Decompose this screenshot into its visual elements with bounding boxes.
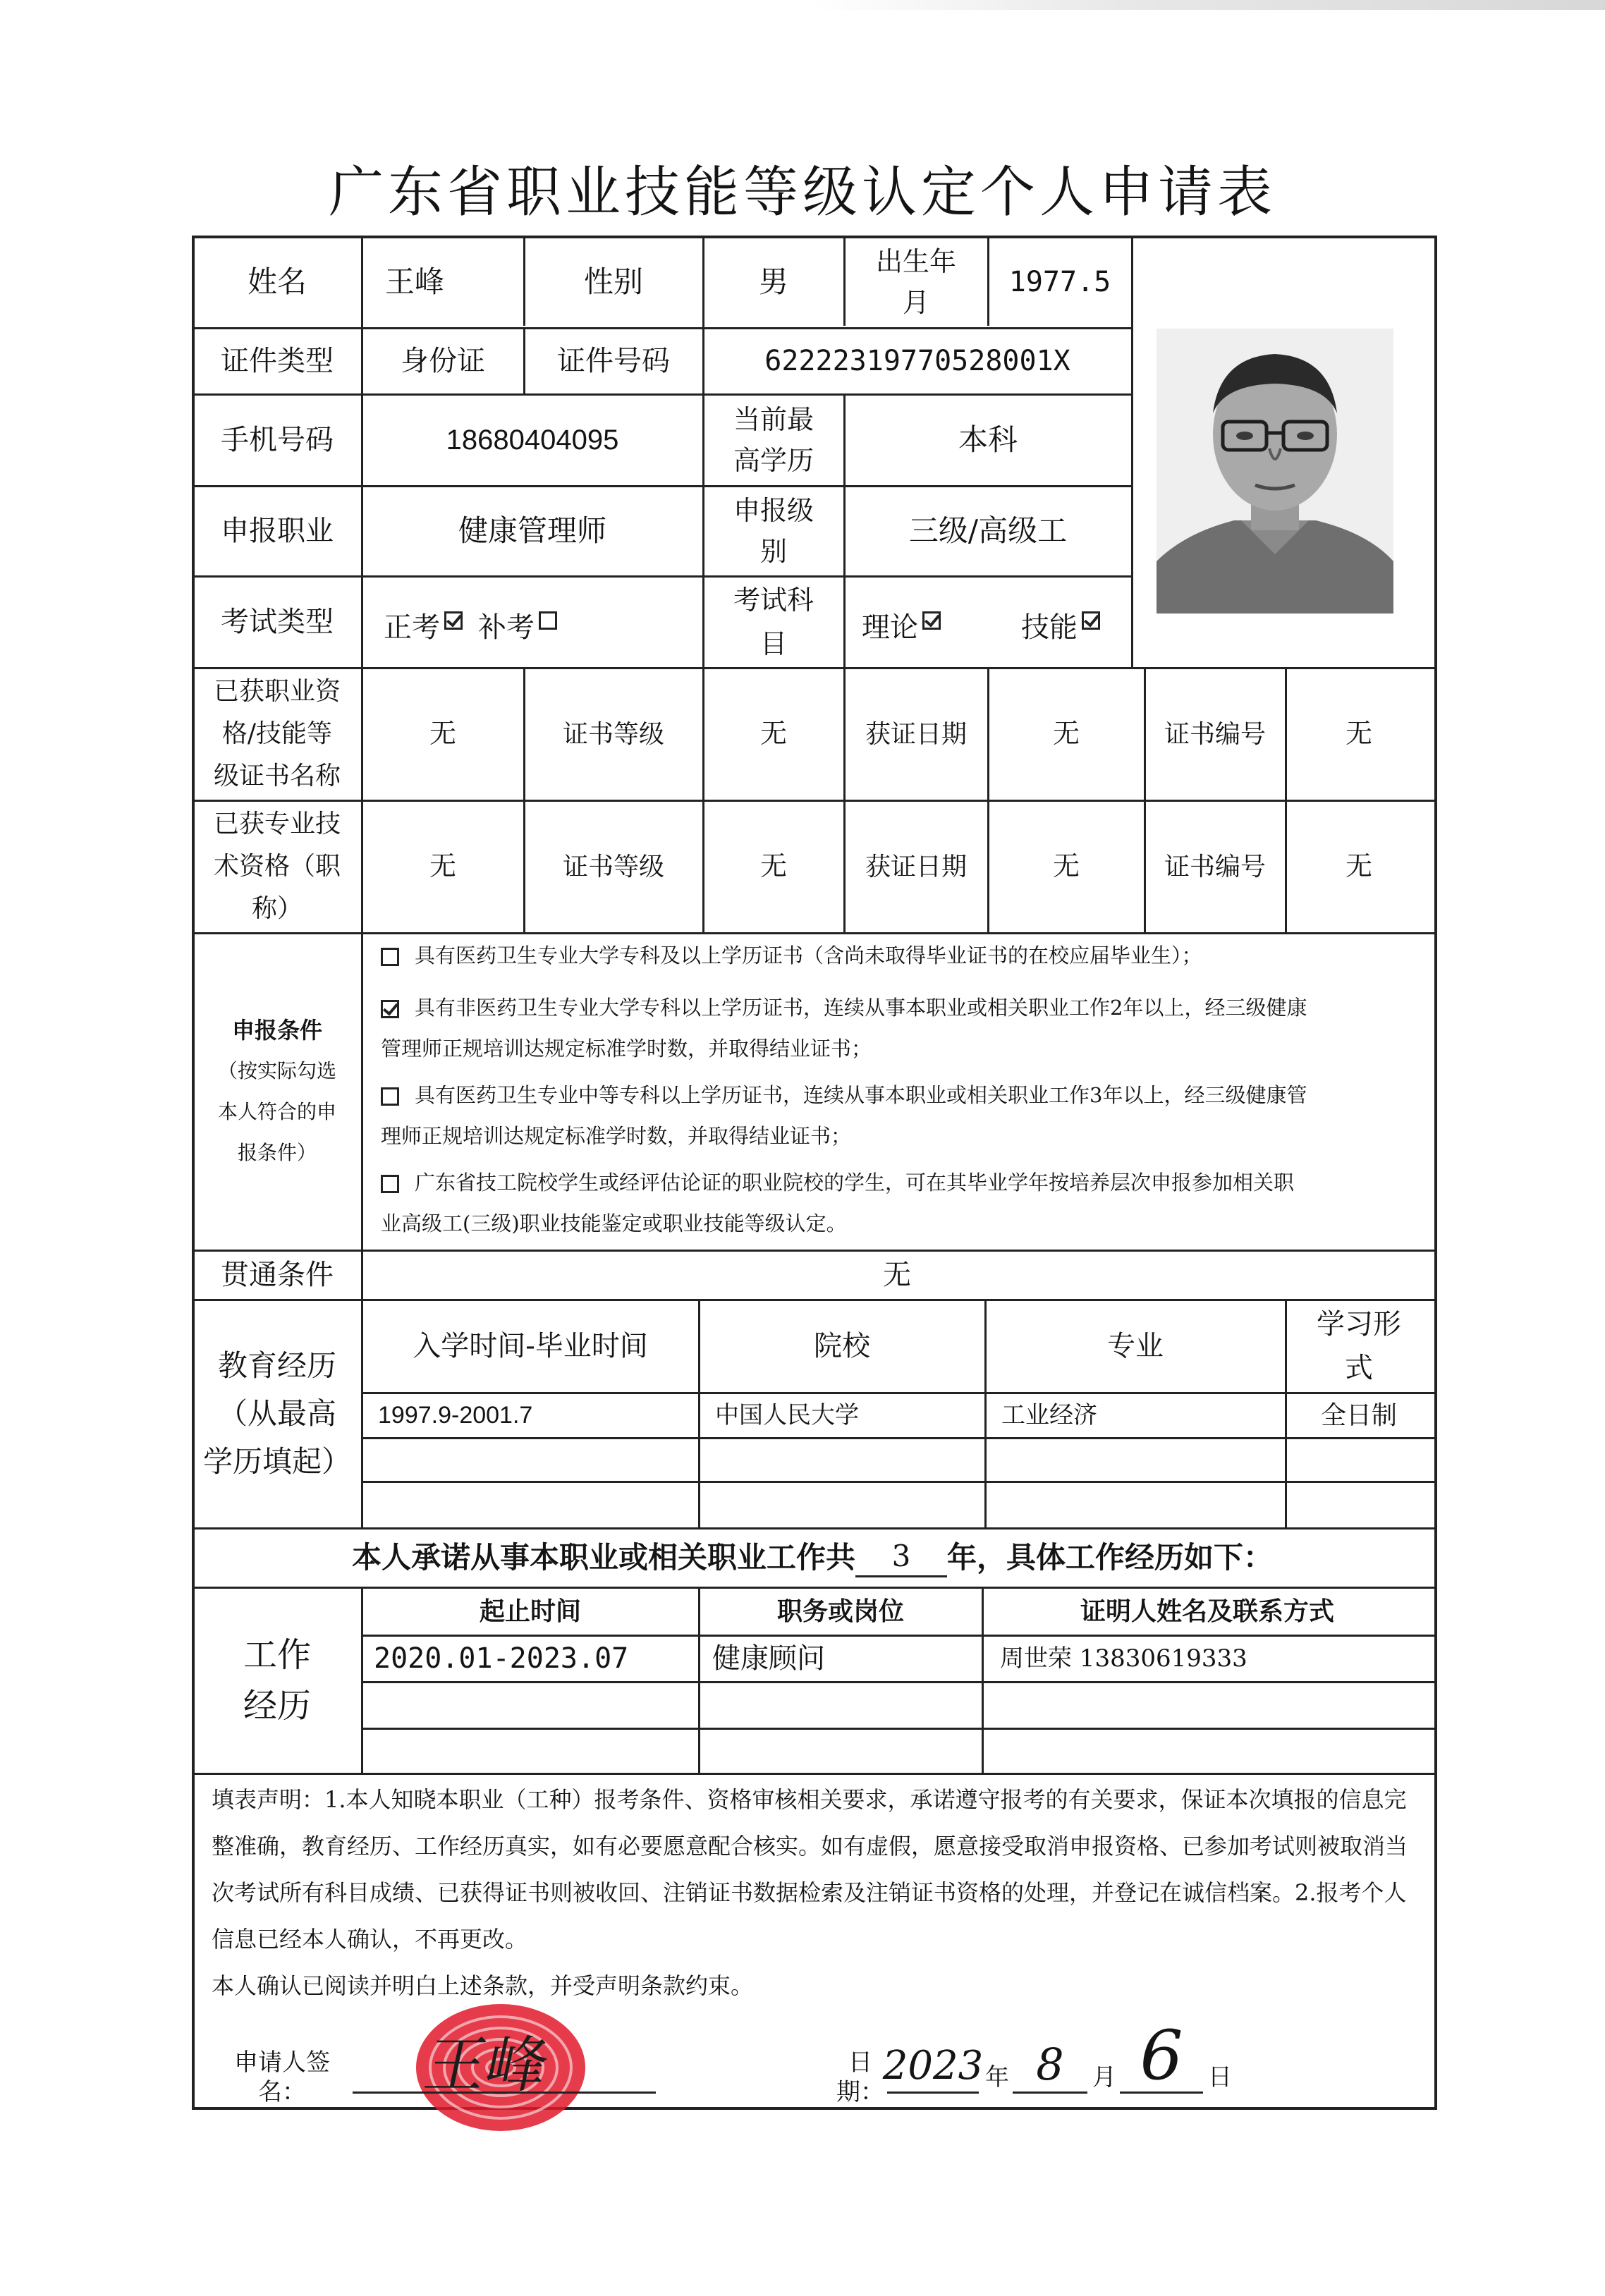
exam-subject-label-line: 考试科	[733, 585, 814, 616]
work-header-reference: 证明人姓名及联系方式	[1080, 1596, 1334, 1626]
cert-row-2-grade-label: 证书等级	[562, 852, 664, 881]
education-row-1-period: 1997.9-2001.7	[378, 1401, 533, 1429]
exam-type-options	[384, 577, 702, 667]
education-header-period: 入学时间-毕业时间	[413, 1330, 648, 1362]
declaration-line: 信息已经本人确认，不再更改。	[212, 1926, 528, 1953]
work-pledge-prefix: 本人承诺从事本职业或相关职业工作共	[351, 1539, 855, 1575]
id-number-value: 62222319770528001X	[764, 345, 1070, 377]
education-label-line: 教育经历	[217, 1348, 336, 1383]
conditions-label-line: （按实际勾选	[217, 1059, 336, 1082]
conditions-label-line: 报条件）	[237, 1141, 317, 1164]
condition-item-2-cont	[381, 1028, 1417, 1069]
cert-row-1-date-label: 获证日期	[865, 719, 967, 749]
cert-row-2-number-label: 证书编号	[1164, 852, 1266, 881]
work-pledge-suffix: 年，具体工作经历如下：	[947, 1539, 1274, 1575]
cert-row-1-date: 无	[1052, 718, 1080, 750]
cert-row-2-label	[193, 801, 361, 932]
exam-skill-checkbox[interactable]	[1082, 611, 1100, 630]
cert-row-2-grade: 无	[759, 850, 787, 882]
exam-theory-checkbox[interactable]	[922, 611, 941, 630]
cert-row-2-label-line: 术资格（职	[213, 852, 341, 881]
row-line	[361, 1681, 1434, 1683]
education-header-mode-line: 学习形	[1317, 1308, 1401, 1341]
cert-row-1-grade-label: 证书等级	[562, 719, 664, 749]
name-label: 姓名	[247, 264, 307, 299]
cert-row-2-label-line: 称）	[251, 894, 303, 923]
work-label-line: 经历	[243, 1686, 311, 1726]
conditions-label-line: 申报条件	[231, 1017, 322, 1044]
through-condition-value: 无	[883, 1259, 911, 1291]
id-number-label: 证件号码	[557, 345, 670, 377]
condition-4-checkbox[interactable]	[381, 1175, 399, 1193]
work-row-1-period: 2020.01-2023.07	[374, 1642, 629, 1675]
work-pledge	[193, 1529, 1432, 1587]
exam-regular-checkbox[interactable]	[444, 611, 463, 630]
level-label	[704, 487, 843, 575]
date-year: 2023	[882, 2043, 984, 2089]
condition-4-text-cont: 业高级工(三级)职业技能鉴定或职业技能等级认定。	[381, 1211, 847, 1235]
work-header-position: 职务或岗位	[776, 1596, 904, 1626]
row-line	[361, 1728, 1434, 1730]
phone-label: 手机号码	[221, 424, 334, 456]
declaration-line: 填表声明：1.本人知晓本职业（工种）报考条件、资格审核相关要求，承诺遵守报考的有关要求，保证本次填报的信息完	[212, 1786, 1407, 1813]
exam-makeup-checkbox[interactable]	[539, 611, 557, 630]
date-month: 8	[1036, 2039, 1064, 2091]
condition-item-2	[381, 987, 1417, 1028]
birth-label	[845, 237, 987, 327]
gender-value: 男	[758, 264, 788, 299]
row-line	[192, 932, 1434, 934]
condition-1-text: 具有医药卫生专业大学专科及以上学历证书（含尚未取得毕业证书的在校应届毕业生）；	[415, 944, 1202, 967]
cert-row-2-name: 无	[429, 850, 456, 882]
exam-regular-label: 正考	[384, 611, 440, 644]
birth-label-line: 出生年	[875, 246, 956, 277]
condition-item-3-cont	[381, 1116, 1417, 1156]
date-label: 日期：	[836, 2048, 884, 2106]
row-line	[361, 1481, 1434, 1483]
cert-row-1-label-line: 已获职业资	[213, 677, 341, 706]
exam-subject-options	[862, 577, 1144, 667]
declaration-line: 次考试所有科目成绩、已获得证书则被收回、注销证书数据检索及注销证书资格的处理，并登记在诚信档案。2.报考个人	[212, 1879, 1407, 1906]
education-row-1-mode: 全日制	[1320, 1400, 1397, 1430]
occupation-label: 申报职业	[221, 515, 334, 547]
education-header-mode-line: 式	[1345, 1352, 1373, 1384]
condition-3-text: 具有医药卫生专业中等专科以上学历证书，连续从事本职业或相关职业工作3年以上，经三级健康管	[415, 1083, 1307, 1107]
row-line	[192, 1773, 1434, 1775]
level-value: 三级/高级工	[908, 513, 1068, 548]
education-level-label-line: 当前最	[733, 404, 814, 435]
exam-theory-label: 理论	[862, 611, 918, 644]
signature-label: 申请人签名：	[234, 2048, 330, 2106]
condition-2-text-cont: 管理师正规培训达规定标准学时数，并取得结业证书；	[381, 1037, 872, 1061]
work-label	[193, 1588, 361, 1773]
cert-row-1-label-line: 格/技能等	[221, 719, 333, 748]
condition-3-checkbox[interactable]	[381, 1087, 399, 1106]
id-type-label: 证件类型	[221, 345, 334, 377]
through-condition-label: 贯通条件	[221, 1259, 334, 1291]
work-row-1-reference: 周世荣 13830619333	[1000, 1644, 1247, 1673]
col-line	[361, 932, 363, 1299]
birth-label-line: 月	[902, 287, 929, 318]
scan-edge-shadow	[811, 0, 1605, 10]
id-type-value: 身份证	[401, 345, 485, 377]
cert-row-1-label-line: 级证书名称	[213, 762, 341, 790]
education-row-1-school: 中国人民大学	[715, 1400, 859, 1429]
conditions-label-line: 本人符合的申	[217, 1100, 336, 1123]
date-day: 6	[1140, 2016, 1183, 2095]
condition-3-text-cont: 理师正规培训达规定标准学时数，并取得结业证书；	[381, 1124, 852, 1148]
level-label-line: 申报级	[733, 495, 814, 526]
condition-item-3	[381, 1075, 1417, 1116]
work-row-1-position: 健康顾问	[712, 1642, 825, 1675]
work-header-period: 起止时间	[479, 1596, 581, 1626]
condition-2-text: 具有非医药卫生专业大学专科以上学历证书，连续从事本职业或相关职业工作2年以上，经三级健康	[415, 996, 1307, 1020]
work-label-line: 工作	[243, 1635, 311, 1675]
education-level-label	[704, 395, 843, 485]
date-year-unit: 年	[985, 2063, 1009, 2092]
education-label-line: 学历填起）	[202, 1444, 351, 1479]
level-label-line: 别	[759, 536, 787, 567]
education-level-value: 本科	[958, 422, 1018, 457]
condition-1-checkbox[interactable]	[381, 948, 399, 966]
phone-value: 18680404095	[446, 425, 619, 456]
declaration-line: 整准确，教育经历、工作经历真实，如有必要愿意配合核实。如有虚假，愿意接受取消申报资格、已参加考试则被取消当	[212, 1833, 1408, 1860]
cert-row-1-label	[193, 668, 361, 800]
name-value: 王峰	[385, 264, 445, 299]
exam-type-label: 考试类型	[221, 606, 334, 638]
cert-row-2-number: 无	[1345, 850, 1372, 882]
condition-item-1	[381, 935, 1417, 976]
cert-row-1-name: 无	[429, 718, 456, 750]
condition-4-text: 广东省技工院校学生或经评估论证的职业院校的学生，可在其毕业学年按培养层次申报参加相关职	[415, 1171, 1295, 1195]
cert-row-1-number-label: 证书编号	[1164, 719, 1266, 749]
row-line	[361, 1437, 1434, 1439]
date-day-unit: 日	[1208, 2063, 1232, 2092]
conditions-label	[193, 934, 361, 1250]
cert-row-2-date-label: 获证日期	[865, 852, 967, 881]
exam-makeup-label: 补考	[478, 611, 535, 644]
condition-item-4	[381, 1162, 1417, 1203]
education-label	[193, 1300, 361, 1527]
cert-row-2-date: 无	[1052, 850, 1080, 882]
education-header-mode	[1286, 1300, 1432, 1392]
applicant-photo	[1157, 329, 1393, 613]
condition-2-checkbox[interactable]	[381, 1000, 399, 1018]
condition-item-4-cont	[381, 1203, 1417, 1244]
education-header-school: 院校	[814, 1330, 870, 1362]
exam-skill-label: 技能	[1021, 611, 1078, 644]
cert-row-2-label-line: 已获专业技	[213, 810, 341, 838]
education-level-label-line: 高学历	[733, 445, 814, 476]
occupation-value: 健康管理师	[458, 513, 606, 548]
education-row-1-major: 工业经济	[1001, 1400, 1097, 1429]
education-label-line: （从最高	[217, 1396, 336, 1431]
page-title: 广东省职业技能等级认定个人申请表	[328, 161, 1276, 224]
work-pledge-years: 3	[855, 1538, 947, 1577]
date-month-unit: 月	[1092, 2063, 1116, 2092]
cert-row-1-grade: 无	[759, 718, 787, 750]
gender-label: 性别	[583, 264, 643, 299]
applicant-signature: 王峰	[418, 2030, 555, 2101]
birth-value: 1977.5	[1008, 266, 1111, 298]
exam-subject-label-line: 目	[759, 628, 787, 659]
cert-row-1-number: 无	[1345, 718, 1372, 750]
declaration-line: 本人确认已阅读并明白上述条款，并受声明条款约束。	[212, 1972, 754, 1999]
education-header-major: 专业	[1107, 1330, 1164, 1362]
exam-subject-label	[704, 577, 843, 667]
